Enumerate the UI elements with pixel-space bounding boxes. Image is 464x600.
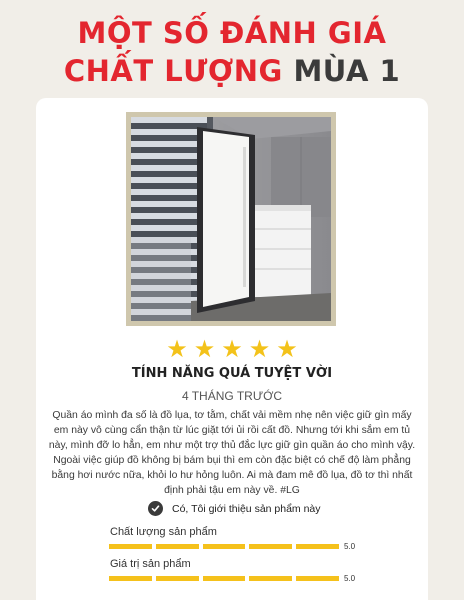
header-title-line1: MỘT SỐ ĐÁNH GIÁ	[77, 16, 387, 50]
rating-bar-value	[109, 576, 339, 581]
wardrobe-room-photo	[131, 117, 331, 321]
recommend-row	[148, 501, 321, 516]
check-circle-icon	[148, 501, 163, 516]
header	[0, 14, 464, 90]
rating-bar-quality	[109, 544, 339, 549]
recommend-text: Có, Tôi giới thiệu sản phẩm này	[172, 502, 321, 515]
star-icon: ★	[248, 336, 271, 363]
star-icon: ★	[221, 336, 243, 363]
star-rating	[36, 338, 428, 362]
product-photo	[131, 117, 331, 321]
rating-value-quality: 5.0	[344, 542, 356, 551]
review-card	[36, 98, 428, 600]
rating-value-value: 5.0	[344, 574, 356, 583]
product-photo-frame	[126, 112, 336, 326]
rating-label-quality: Chất lượng sản phẩm	[110, 526, 217, 538]
star-icon: ★	[276, 336, 298, 363]
header-title-red: CHẤT LƯỢNG	[63, 54, 283, 88]
rating-label-value: Giá trị sản phẩm	[110, 558, 191, 570]
review-body: Quần áo mình đa số là đồ lụa, tơ tằm, chất vải mềm nhẹ nên việc giữ gìn mấy em này vô cùng cẩn thận từ lúc giặt tới ủi rồi cất đồ. Nhưng tới khi sắm em tủ này, mình đỡ lo hẳn, em như một trợ thủ đắc lực giữ gìn quần áo cho mình vậy. Ngoài việc giúp đồ không bị bám bụi thì em còn đặc biệt có chế độ làm phẳng bằng hơi nước nữa, khỏi lo hư hỏng luôn. Ai mà đam mê đồ lụa, đồ tơ thì nhất định phải tậu em này về. #LG	[48, 410, 416, 496]
header-title-dark: MÙA 1	[293, 54, 401, 88]
review-date: 4 THÁNG TRƯỚC	[181, 389, 283, 403]
star-icon: ★	[193, 336, 216, 363]
review-title: TÍNH NĂNG QUÁ TUYỆT VỜI	[131, 366, 333, 381]
header-title-line2	[0, 52, 464, 90]
star-icon: ★	[166, 336, 188, 363]
